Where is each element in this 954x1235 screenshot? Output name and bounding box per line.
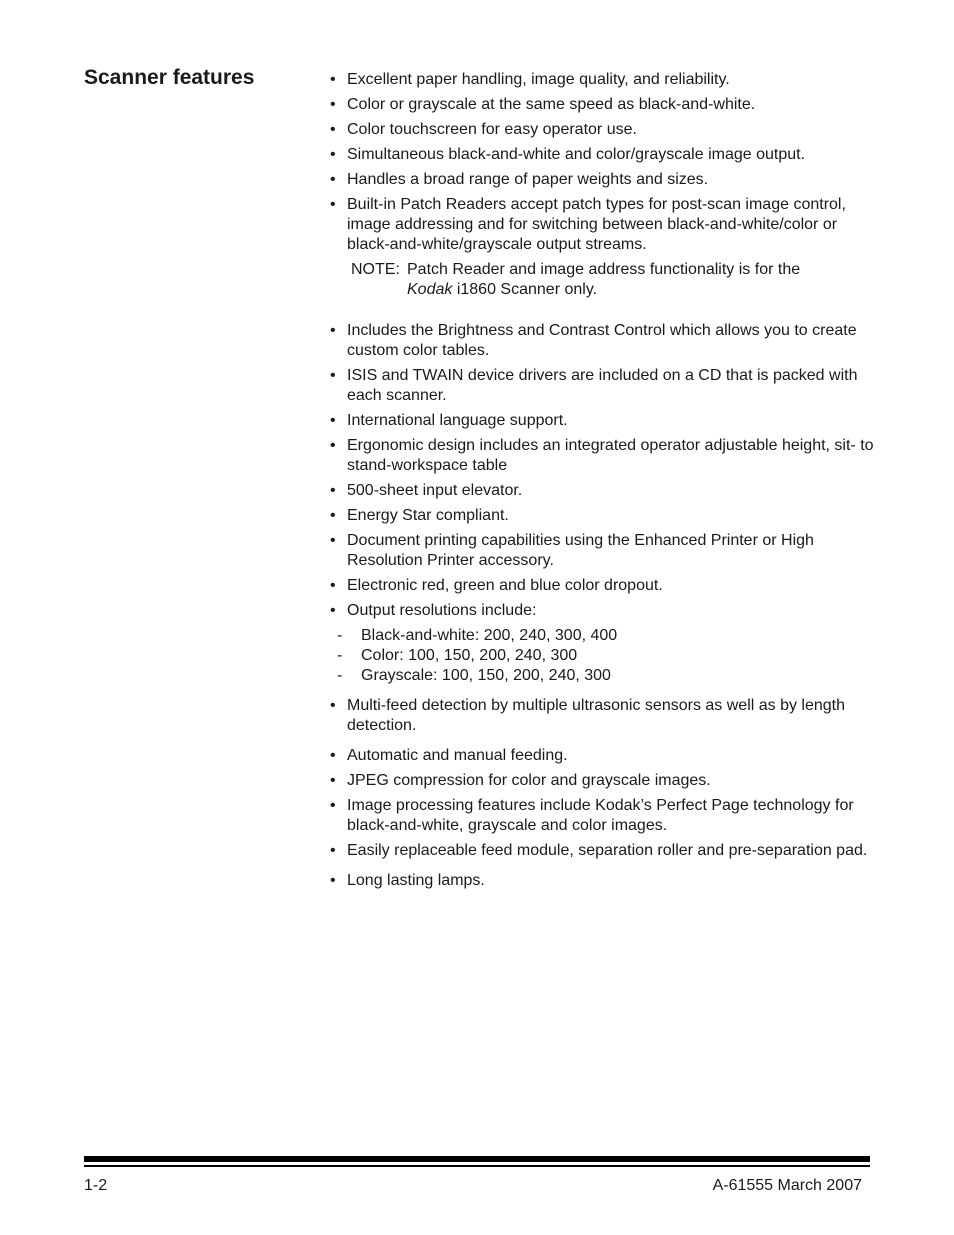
bullet-icon: • bbox=[330, 121, 336, 138]
feature-text: Image processing features include Kodak’s Perfect Page technology for black-and-white, grayscale and color images. bbox=[347, 797, 854, 834]
bullet-icon: • bbox=[330, 872, 336, 889]
feature-item bbox=[330, 481, 875, 501]
resolution-text: Color: 100, 150, 200, 240, 300 bbox=[361, 647, 578, 664]
feature-text: Multi-feed detection by multiple ultrasonic sensors as well as by length detection. bbox=[347, 697, 846, 734]
feature-item bbox=[330, 871, 875, 891]
bullet-icon: • bbox=[330, 482, 336, 499]
feature-text: Energy Star compliant. bbox=[347, 507, 509, 524]
feature-item bbox=[330, 746, 875, 766]
feature-item bbox=[330, 771, 875, 791]
note-text: Patch Reader and image address functionality is for the bbox=[407, 261, 801, 278]
note-text-end: i1860 Scanner only. bbox=[456, 281, 598, 298]
dash-icon: - bbox=[337, 627, 343, 644]
bullet-icon: • bbox=[330, 772, 336, 789]
feature-text: JPEG compression for color and grayscale images. bbox=[347, 772, 711, 789]
feature-text: Includes the Brightness and Contrast Control which allows you to create custom color tables. bbox=[347, 322, 857, 359]
dash-icon: - bbox=[337, 647, 343, 664]
bullet-icon: • bbox=[330, 697, 336, 714]
feature-list bbox=[330, 70, 875, 896]
feature-item-resolutions bbox=[330, 601, 875, 621]
bullet-icon: • bbox=[330, 507, 336, 524]
resolution-item bbox=[330, 666, 875, 686]
resolution-item bbox=[330, 626, 875, 646]
feature-item bbox=[330, 796, 875, 836]
bullet-icon: • bbox=[330, 842, 336, 859]
feature-item bbox=[330, 506, 875, 526]
feature-text: Handles a broad range of paper weights and sizes. bbox=[347, 171, 709, 188]
feature-item bbox=[330, 531, 875, 571]
section-heading: Scanner features bbox=[84, 66, 255, 89]
feature-item bbox=[330, 70, 875, 90]
feature-text: Built-in Patch Readers accept patch types for post-scan image control, image addressing and for switching between black-and-white/color or black-and-white/grayscale output streams. bbox=[347, 196, 846, 253]
feature-text: Long lasting lamps. bbox=[347, 872, 485, 889]
page-number: 1-2 bbox=[84, 1177, 108, 1194]
feature-item bbox=[330, 145, 875, 165]
bullet-icon: • bbox=[330, 602, 336, 619]
feature-item bbox=[330, 195, 875, 255]
feature-text: Easily replaceable feed module, separation roller and pre-separation pad. bbox=[347, 842, 868, 859]
bullet-icon: • bbox=[330, 71, 336, 88]
feature-item bbox=[330, 411, 875, 431]
bullet-icon: • bbox=[330, 747, 336, 764]
feature-item bbox=[330, 696, 875, 736]
bullet-icon: • bbox=[330, 412, 336, 429]
feature-item bbox=[330, 321, 875, 361]
feature-text: 500-sheet input elevator. bbox=[347, 482, 523, 499]
feature-item bbox=[330, 170, 875, 190]
feature-text: Color touchscreen for easy operator use. bbox=[347, 121, 637, 138]
feature-text: Output resolutions include: bbox=[347, 602, 537, 619]
bullet-icon: • bbox=[330, 171, 336, 188]
bullet-icon: • bbox=[330, 196, 336, 213]
feature-text: Document printing capabilities using the Enhanced Printer or High Resolution Printer accessory. bbox=[347, 532, 814, 569]
bullet-icon: • bbox=[330, 797, 336, 814]
resolution-list bbox=[330, 626, 875, 686]
bullet-icon: • bbox=[330, 322, 336, 339]
feature-text: Simultaneous black-and-white and color/grayscale image output. bbox=[347, 146, 806, 163]
footer-rule-thin bbox=[84, 1165, 870, 1167]
feature-text: Ergonomic design includes an integrated operator adjustable height, sit- to stand-workspace table bbox=[347, 437, 874, 474]
resolution-item bbox=[330, 646, 875, 666]
feature-item bbox=[330, 436, 875, 476]
document-id: A-61555 March 2007 bbox=[712, 1177, 862, 1194]
feature-text: Electronic red, green and blue color dropout. bbox=[347, 577, 663, 594]
feature-text: International language support. bbox=[347, 412, 568, 429]
note bbox=[351, 260, 875, 300]
footer-rule-thick bbox=[84, 1156, 870, 1162]
feature-text: Color or grayscale at the same speed as black-and-white. bbox=[347, 96, 756, 113]
feature-item bbox=[330, 366, 875, 406]
bullet-icon: • bbox=[330, 146, 336, 163]
brand-name: Kodak bbox=[407, 281, 453, 298]
dash-icon: - bbox=[337, 667, 343, 684]
feature-item bbox=[330, 95, 875, 115]
resolution-text: Grayscale: 100, 150, 200, 240, 300 bbox=[361, 667, 611, 684]
resolution-text: Black-and-white: 200, 240, 300, 400 bbox=[361, 627, 618, 644]
feature-text: Excellent paper handling, image quality, and reliability. bbox=[347, 71, 730, 88]
bullet-icon: • bbox=[330, 577, 336, 594]
feature-text: ISIS and TWAIN device drivers are included on a CD that is packed with each scanner. bbox=[347, 367, 858, 404]
bullet-icon: • bbox=[330, 532, 336, 549]
note-label: NOTE: bbox=[351, 261, 400, 278]
feature-item bbox=[330, 841, 875, 861]
feature-item bbox=[330, 120, 875, 140]
feature-item bbox=[330, 576, 875, 596]
bullet-icon: • bbox=[330, 437, 336, 454]
bullet-icon: • bbox=[330, 367, 336, 384]
bullet-icon: • bbox=[330, 96, 336, 113]
feature-text: Automatic and manual feeding. bbox=[347, 747, 568, 764]
